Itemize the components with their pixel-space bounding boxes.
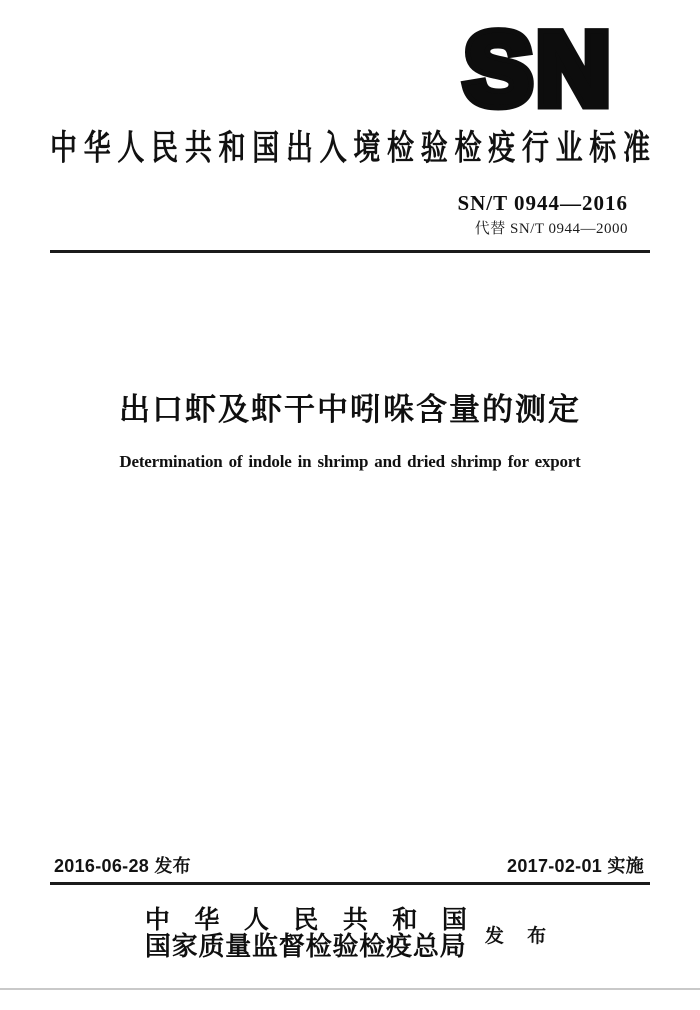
standard-number-block (457, 192, 628, 238)
replaces-note: 代替 SN/T 0944—2000 (474, 221, 628, 238)
document-title-en: Determination of indole in shrimp and dried shrimp for export (119, 452, 581, 471)
dates-row (54, 852, 644, 878)
publisher-block (0, 908, 700, 960)
publisher-name-line2: 国家质量监督检验检疫总局 (144, 932, 467, 961)
implementation-date: 2017-02-01 实施 (507, 856, 644, 876)
publisher-name-line1: 中华人民共和国 (144, 907, 467, 934)
header-title: 中华人民共和国出入境检验检疫行业标准 (50, 128, 650, 168)
scanned-page-edge (0, 988, 700, 990)
sn-logo: SN (464, 12, 614, 126)
publish-label: 发 布 (484, 925, 556, 947)
document-title-zh: 出口虾及虾干中吲哚含量的测定 (119, 392, 581, 427)
standard-code: SN/T 0944—2016 (457, 191, 628, 215)
publisher-name (145, 908, 467, 960)
top-divider (50, 250, 650, 253)
issue-date: 2016-06-28 发布 (54, 856, 191, 876)
bottom-divider (50, 882, 650, 885)
